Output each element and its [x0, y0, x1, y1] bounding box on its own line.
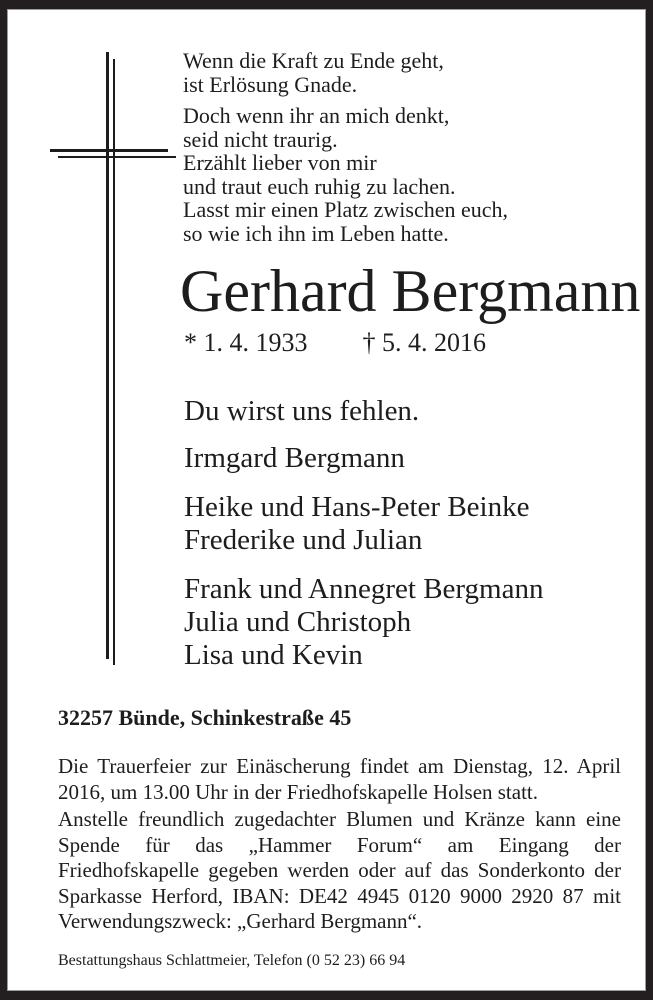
- donation-info-paragraph: Anstelle freundlich zugedachter Blumen und Kränze kann eine Spende für das „Hammer Forum“ am Eingang der Friedhofskapelle gegeben werden oder auf das Sonderkonto der Sparkasse Herford, IBAN: DE42 4945 0120 9000 2920 87 mit Verwendungszweck: „Gerhard Bergmann“.: [58, 807, 621, 933]
- life-dates: [184, 328, 486, 358]
- poem-line: Doch wenn ihr an mich denkt,: [183, 103, 450, 128]
- mourners-list: [184, 442, 543, 688]
- mourner-name: Julia und Christoph: [184, 606, 412, 638]
- poem-line: ist Erlösung Gnade.: [183, 71, 358, 97]
- notice-card: [8, 10, 645, 990]
- mourner-group: [184, 573, 543, 672]
- farewell-line: Du wirst uns fehlen.: [184, 395, 420, 427]
- service-info-paragraph: Die Trauerfeier zur Einäscherung findet am Dienstag, 12. April 2016, um 13.00 Uhr in der Friedhofskapelle Holsen statt.: [58, 754, 621, 804]
- cross-horizontal-line-thin: [58, 156, 176, 158]
- mourner-name: Heike und Hans-Peter Beinke: [184, 491, 530, 523]
- cross-horizontal-line-thick: [50, 149, 168, 152]
- poem-line: so wie ich ihn im Leben hatte.: [183, 220, 449, 246]
- death-date: † 5. 4. 2016: [362, 328, 486, 357]
- poem-line: Lasst mir einen Platz zwischen euch,: [183, 197, 509, 222]
- home-address: 32257 Bünde, Schinkestraße 45: [58, 705, 352, 730]
- poem-stanza-2: [183, 104, 508, 245]
- deceased-name: Gerhard Bergmann: [180, 258, 641, 324]
- mourner-name: Lisa und Kevin: [184, 639, 363, 671]
- mourner-group: [184, 442, 543, 475]
- funeral-home-info: Bestattungshaus Schlattmeier, Telefon (0 52 23) 66 94: [58, 952, 406, 969]
- cross-vertical-line-thick: [106, 52, 109, 659]
- poem-line: und traut euch ruhig zu lachen.: [183, 173, 456, 199]
- birth-date: * 1. 4. 1933: [184, 328, 308, 357]
- mourner-group: [184, 491, 543, 557]
- mourner-name: Irmgard Bergmann: [184, 442, 405, 474]
- poem-line: Wenn die Kraft zu Ende geht,: [183, 48, 444, 73]
- poem-stanza-1: [183, 49, 444, 96]
- poem-line: Erzählt lieber von mir: [183, 150, 377, 175]
- mourner-name: Frank und Annegret Bergmann: [184, 573, 544, 605]
- mourner-name: Frederike und Julian: [184, 524, 423, 556]
- poem-line: seid nicht traurig.: [183, 126, 338, 152]
